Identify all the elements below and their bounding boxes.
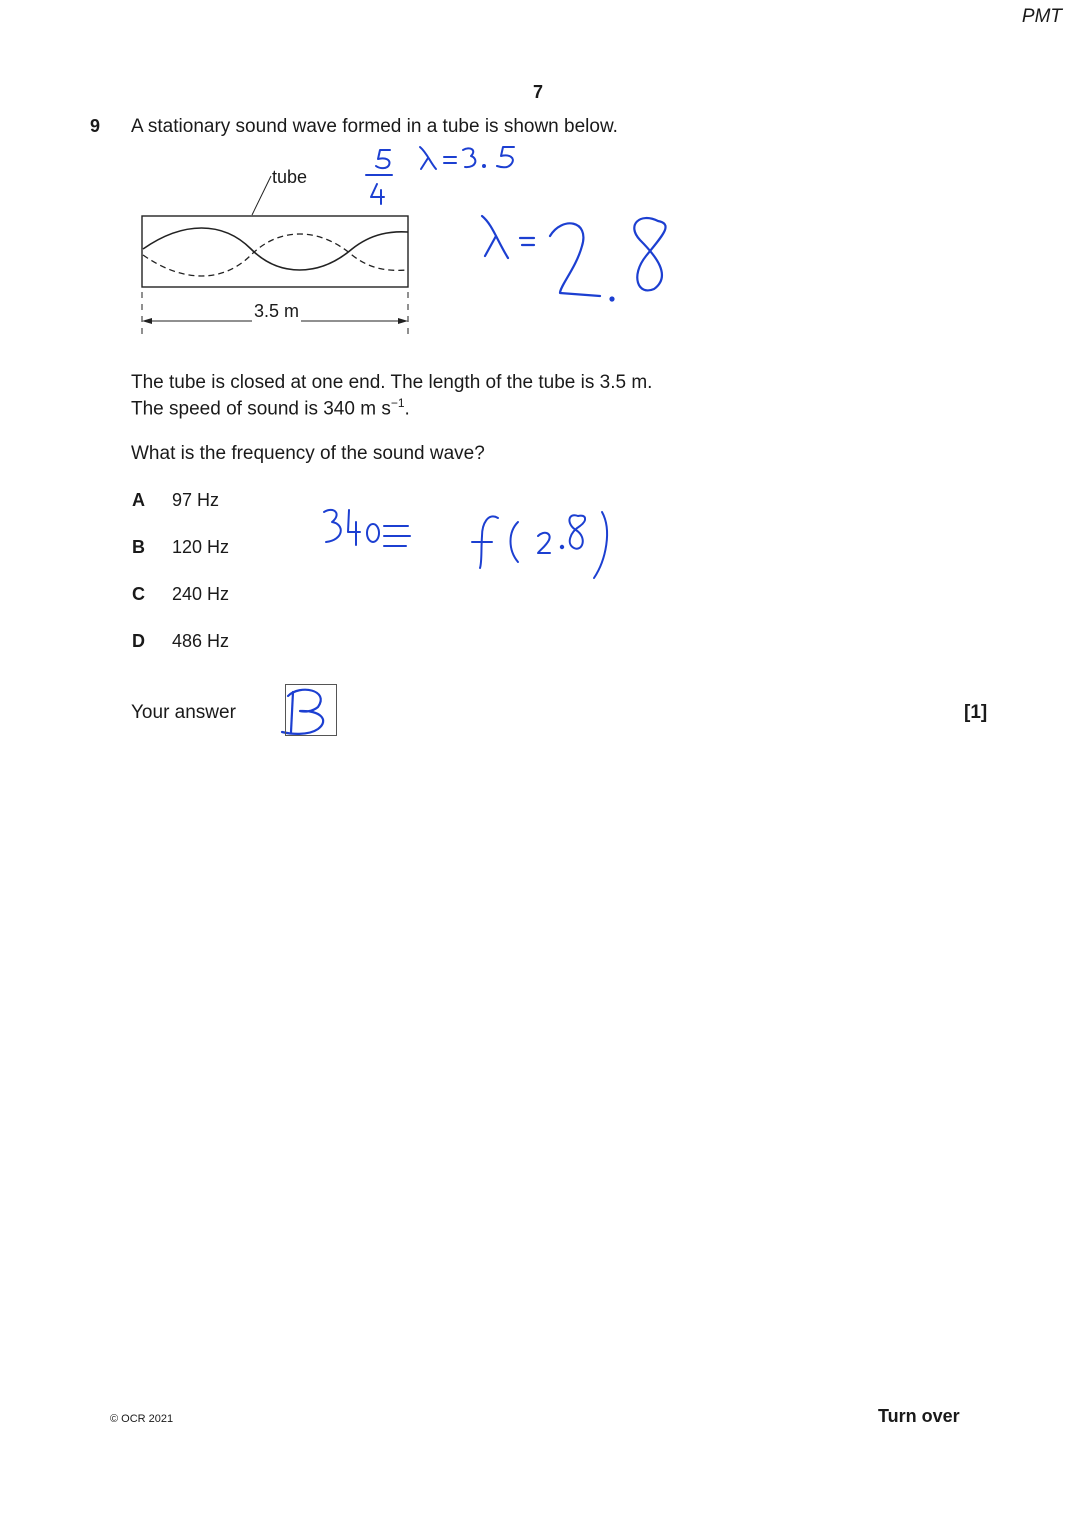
info-line-2-suffix: .	[404, 398, 410, 420]
option-b-letter: B	[132, 537, 145, 557]
handwritten-working-2	[482, 216, 666, 301]
option-d-letter: D	[132, 631, 145, 651]
tube-label-leader	[252, 176, 271, 215]
handwritten-working-3	[324, 510, 607, 578]
dim-arrow-left	[142, 318, 152, 324]
turn-over: Turn over	[878, 1406, 960, 1426]
copyright: © OCR 2021	[110, 1413, 174, 1425]
page-number: 7	[533, 82, 544, 102]
marks-label: [1]	[964, 702, 988, 723]
option-a-letter: A	[132, 490, 145, 510]
question-number: 9	[90, 116, 101, 136]
answer-label: Your answer	[131, 702, 236, 723]
question-prompt: What is the frequency of the sound wave?	[131, 443, 485, 464]
wave-solid	[143, 228, 408, 270]
option-c-text: 240 Hz	[172, 584, 230, 604]
option-d-text: 486 Hz	[172, 631, 230, 651]
dim-arrow-right	[398, 318, 408, 324]
handwritten-working-1	[366, 147, 514, 204]
option-a-text: 97 Hz	[172, 490, 220, 510]
wave-dashed	[143, 234, 408, 276]
info-line-2	[131, 396, 410, 420]
option-c-letter: C	[132, 584, 145, 604]
answer-box[interactable]	[285, 684, 337, 736]
option-b-text: 120 Hz	[172, 537, 230, 557]
length-label: 3.5 m	[254, 301, 300, 321]
unit-exponent: −1	[390, 396, 405, 410]
info-line-2-prefix: The speed of sound is 340 m s	[131, 398, 391, 420]
info-line-1: The tube is closed at one end. The length of the tube is 3.5 m.	[131, 372, 653, 393]
tube-label: tube	[272, 167, 308, 187]
tube-outline	[142, 216, 408, 287]
pmt-watermark: PMT	[1021, 6, 1062, 27]
question-stem: A stationary sound wave formed in a tube is shown below.	[131, 116, 618, 137]
